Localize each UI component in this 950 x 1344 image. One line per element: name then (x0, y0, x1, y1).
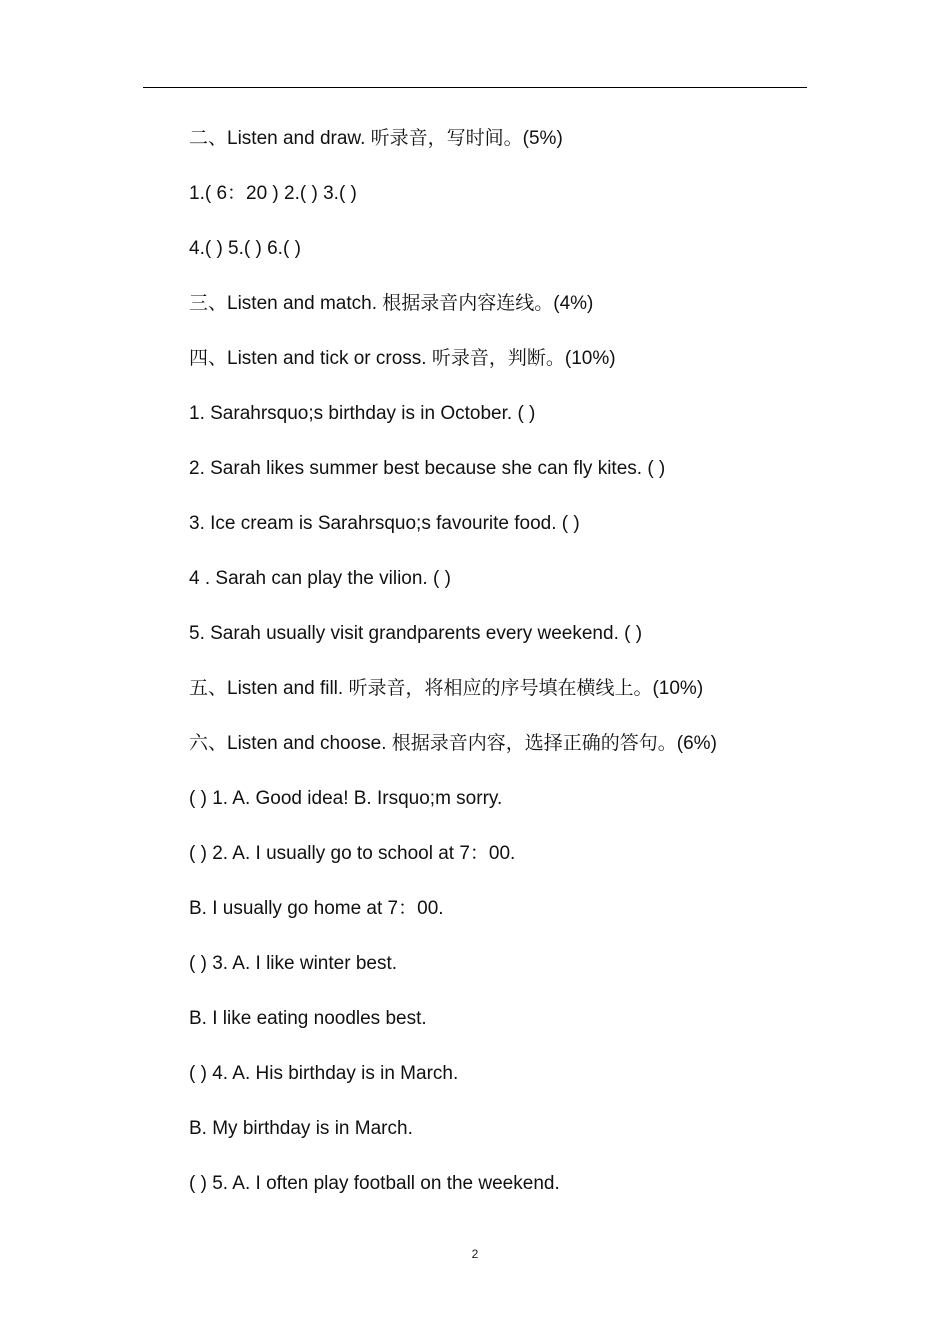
text-line: 3. Ice cream is Sarahrsquo;s favourite food. ( ) (189, 513, 580, 534)
section-heading-listen-and-choose: 六、Listen and choose. 根据录音内容，选择正确的答句。(6%) (189, 733, 717, 754)
text-line: B. I usually go home at 7：00. (189, 898, 444, 919)
section-heading-listen-and-draw: 二、Listen and draw. 听录音，写时间。(5%) (189, 128, 563, 149)
header-rule (143, 87, 807, 88)
page-number: 2 (471, 1247, 479, 1261)
text-line: 5. Sarah usually visit grandparents every weekend. ( ) (189, 623, 643, 644)
text-line: ( ) 2. A. I usually go to school at 7：00. (189, 843, 516, 864)
text-line: ( ) 5. A. I often play football on the weekend. (189, 1173, 560, 1194)
text-line: ( ) 1. A. Good idea! B. Irsquo;m sorry. (189, 788, 503, 809)
section-heading-listen-and-match: 三、Listen and match. 根据录音内容连线。(4%) (189, 293, 594, 314)
text-line: 4.( ) 5.( ) 6.( ) (189, 238, 301, 259)
text-line: 1.( 6：20 ) 2.( ) 3.( ) (189, 183, 357, 204)
text-line: 2. Sarah likes summer best because she can fly kites. ( ) (189, 458, 666, 479)
text-line: 1. Sarahrsquo;s birthday is in October. ( ) (189, 403, 536, 424)
text-line: B. I like eating noodles best. (189, 1008, 427, 1029)
section-heading-listen-and-fill: 五、Listen and fill. 听录音，将相应的序号填在横线上。(10%) (189, 678, 704, 699)
text-line: ( ) 4. A. His birthday is in March. (189, 1063, 459, 1084)
section-heading-listen-and-tick: 四、Listen and tick or cross. 听录音，判断。(10%) (189, 348, 616, 369)
text-line: 4 . Sarah can play the vilion. ( ) (189, 568, 451, 589)
text-line: ( ) 3. A. I like winter best. (189, 953, 398, 974)
document-body (189, 122, 829, 1222)
text-line: B. My birthday is in March. (189, 1118, 413, 1139)
